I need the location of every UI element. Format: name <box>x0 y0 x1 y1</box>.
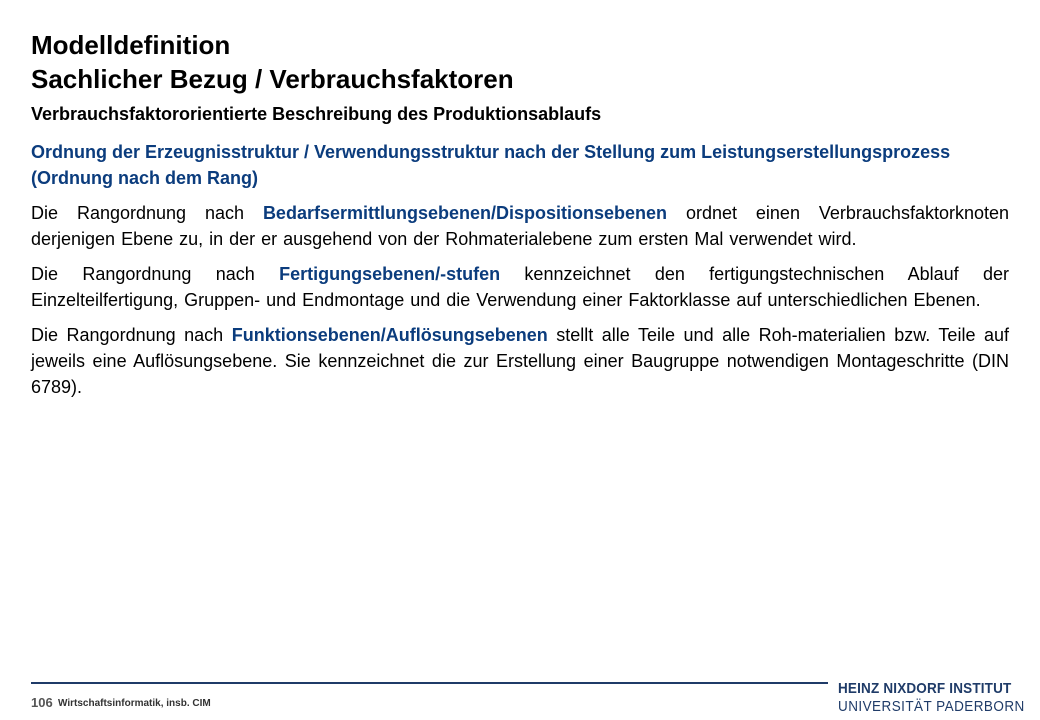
institute-logo <box>838 680 1025 716</box>
page-subtitle: Sachlicher Bezug / Verbrauchsfaktoren <box>31 64 514 94</box>
paragraph-lead: Die Rangordnung nach <box>31 203 263 223</box>
paragraph-funktion <box>31 322 1009 400</box>
footer-divider <box>31 682 828 684</box>
term-fertigungsebenen: Fertigungsebenen/-stufen <box>279 264 501 284</box>
paragraph-lead: Die Rangordnung nach <box>31 264 280 284</box>
paragraph-fertigung <box>31 261 1009 313</box>
slide-body <box>31 139 1009 409</box>
paragraph-rest: ordnet einen Verbrauchsfaktorknoten derjenigen Ebene zu, in der er ausgehend von der Rohmaterialebene zum ersten Mal verwendet wird. <box>31 203 1010 249</box>
page-number: 106 <box>31 695 53 710</box>
logo-line-university: UNIVERSITÄT PADERBORN <box>838 698 1025 715</box>
paragraph-lead: Die Rangordnung nach <box>31 325 232 345</box>
term-funktionsebenen: Funktionsebenen/Auflösungsebenen <box>231 325 548 345</box>
section-heading: Verbrauchsfaktororientierte Beschreibung des Produktionsablaufs <box>31 104 602 124</box>
footer-label: Wirtschaftsinformatik, insb. CIM <box>58 698 211 709</box>
logo-line-institute: HEINZ NIXDORF INSTITUT <box>838 680 1012 697</box>
page-title: Modelldefinition <box>31 30 231 60</box>
paragraph-rest: stellt alle Teile und alle Roh-materialien bzw. Teile auf jeweils eine Auflösungsebene. Sie kennzeichnet die zur Erstellung einer Baugruppe notwendigen Montageschritte (DIN 6789). <box>31 325 1009 397</box>
term-bedarfsermittlungsebenen: Bedarfsermittlungsebenen/Dispositionsebenen <box>262 203 668 223</box>
paragraph-rest: kennzeichnet den fertigungstechnischen Ablauf der Einzelteilfertigung, Gruppen- und Endmontage und die Verwendung einer Faktorklasse auf unterschiedlichen Ebenen. <box>31 264 1009 310</box>
intro-text: Ordnung der Erzeugnisstruktur / Verwendungsstruktur nach der Stellung zum Leistungserstellungsprozess (Ordnung nach dem Rang) <box>31 142 951 188</box>
paragraph-bedarfsermittlung <box>31 200 1009 252</box>
